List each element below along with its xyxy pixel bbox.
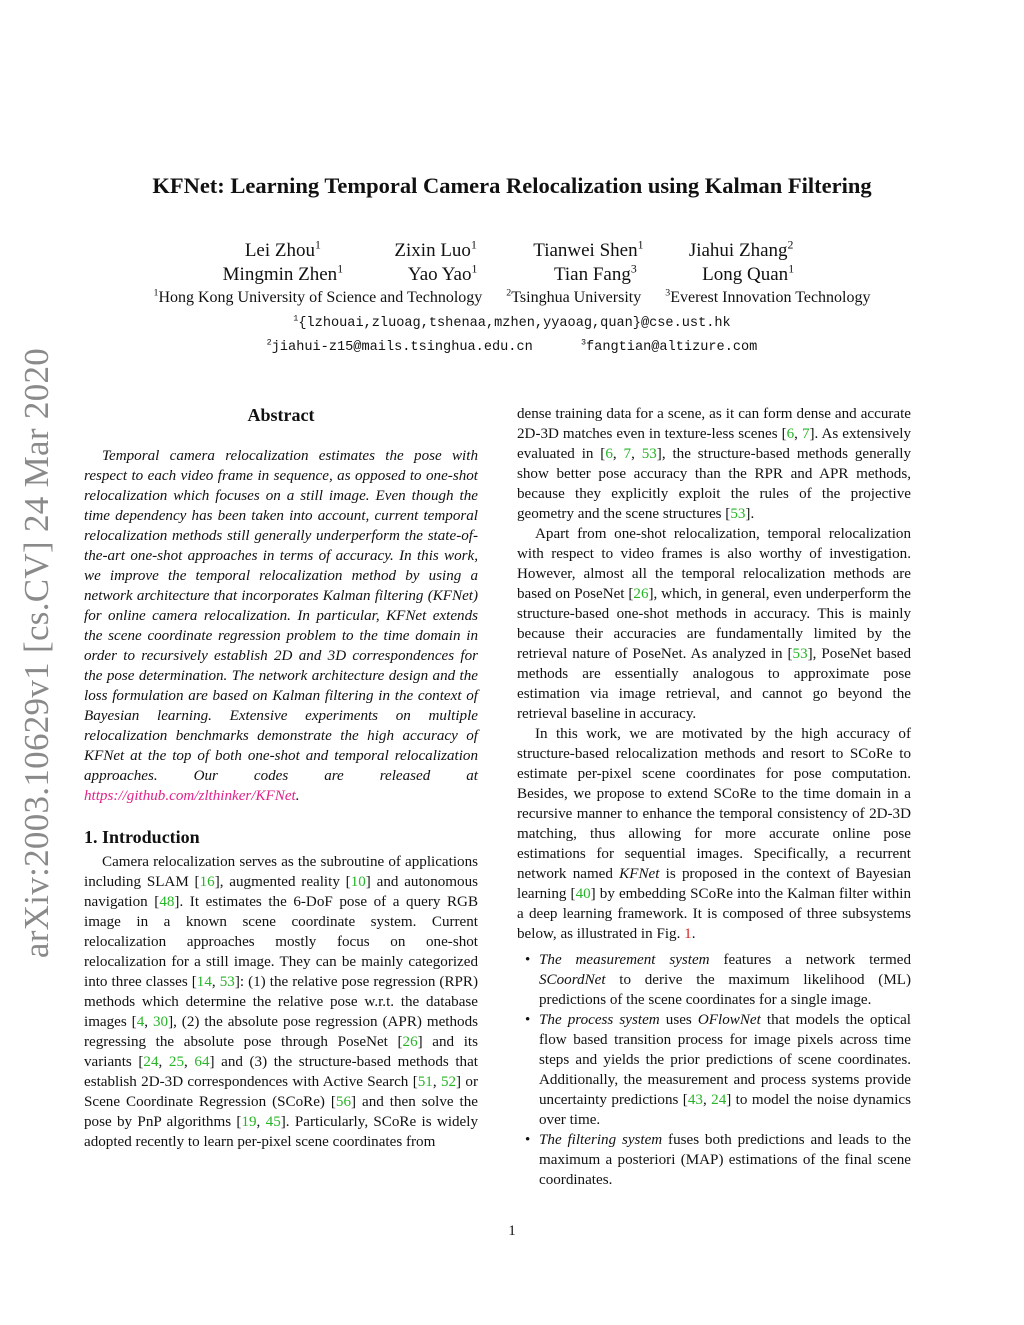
citation[interactable]: 52 — [440, 1074, 457, 1090]
citation[interactable]: 26 — [402, 1034, 418, 1050]
figure-reference[interactable]: 1 — [684, 926, 692, 942]
subsystem-list — [517, 950, 911, 1190]
citation[interactable]: 40 — [575, 886, 591, 902]
list-item: • The filtering system fuses both predictions and leads to the maximum a posteriori (MAP) estimations of the final scene coordinates. — [517, 1130, 911, 1190]
affiliation: $^2$Tsinghua University — [506, 287, 642, 306]
citation[interactable]: 14 — [196, 974, 212, 990]
author: Zixin Luo$^1$ — [394, 238, 477, 261]
authors-row-2 — [0, 264, 1024, 286]
authors-row-1 — [0, 240, 1024, 262]
citation[interactable]: 30 — [152, 1014, 169, 1030]
author: Long Quan$^1$ — [702, 262, 795, 285]
affiliation: $^1$Hong Kong University of Science and Technology — [153, 287, 483, 306]
right-column — [517, 404, 911, 1190]
author: Jiahui Zhang$^2$ — [688, 238, 794, 261]
citation[interactable]: 7 — [623, 446, 632, 462]
email: $^2$jiahui-z15@mails.tsinghua.edu.cn — [266, 337, 533, 355]
citation[interactable]: 6 — [605, 446, 613, 462]
email-line-1: $^1${lzhouai,zluoag,tshenaa,mzhen,yyaoag,quan}@cse.ust.hk — [293, 313, 731, 331]
email-line-2 — [0, 337, 1024, 355]
citation[interactable]: 24 — [711, 1092, 727, 1108]
paper-title: KFNet: Learning Temporal Camera Relocalization using Kalman Filtering — [152, 173, 872, 198]
citation[interactable]: 19 — [241, 1114, 257, 1130]
affiliations — [0, 289, 1024, 307]
code-link[interactable]: https://github.com/zlthinker/KFNet — [84, 788, 296, 804]
citation[interactable]: 16 — [199, 874, 215, 890]
citation[interactable]: 26 — [633, 586, 649, 602]
citation[interactable]: 24 — [143, 1054, 159, 1070]
intro-paragraph-4: In this work, we are motivated by the high accuracy of structure-based relocalization methods and resort to SCoRe to estimate per-pixel scene coordinates for pose computation. Besides, we propose to extend SCoRe to the time domain in a recursive manner to enhance the temporal consistency of 2D-3D matching, thus allowing for more accurate online pose estimations for sequential images. Specifically, a recurrent network named KFNet is proposed in the context of Bayesian learning [40] by embedding SCoRe into the Kalman filter within a deep learning framework. It is composed of three subsystems below, as illustrated in Fig. 1. — [517, 726, 911, 942]
list-item: • The process system uses OFlowNet that models the optical flow based transition process for image pixels across time steps and yields the prior predictions of scene coordinates. Additionally, the measurement and process systems provide uncertainty predictions [43, 24] to model the noise dynamics over time. — [517, 1010, 911, 1130]
intro-paragraph-2: dense training data for a scene, as it can form dense and accurate 2D-3D matches even in texture-less scenes [6, 7]. As extensively evaluated in [6, 7, 53], the structure-based methods generally show better pose accuracy than the RPR and APR methods, because they explicitly exploit the rules of the projective geometry and the scene structures [53]. — [517, 406, 911, 522]
author: Lei Zhou$^1$ — [244, 238, 321, 261]
citation[interactable]: 4 — [136, 1014, 145, 1030]
citation[interactable]: 51 — [417, 1074, 433, 1090]
intro-paragraph-1: Camera relocalization serves as the subroutine of applications including SLAM [16], augmented reality [10] and autonomous navigation [48]. It estimates the 6-DoF pose of a query RGB image in a known scene coordinate system. Current relocalization approaches mostly focus on one-shot relocalization for a still image. They can be mainly categorized into three classes [14, 53]: (1) the relative pose regression (RPR) methods which determine the relative pose w.r.t. the database images [4, 30], (2) the absolute pose regression (APR) methods regressing the absolute pose through PoseNet [26] and its variants [24, 25, 64] and (3) the structure-based methods that establish 2D-3D correspondences with Active Search [51, 52] or Scene Coordinate Regression (SCoRe) [56] and then solve the pose by PnP algorithms [19, 45]. Particularly, SCoRe is widely adopted recently to learn per-pixel scene coordinates from — [84, 854, 479, 1150]
citation[interactable]: 43 — [687, 1092, 703, 1108]
author: Tian Fang$^3$ — [553, 262, 637, 285]
list-item: • The measurement system features a network termed SCoordNet to derive the maximum likelihood (ML) predictions of the scene coordinates for a single image. — [517, 950, 911, 1010]
citation[interactable]: 53 — [792, 646, 808, 662]
email: $^3$fangtian@altizure.com — [580, 337, 758, 355]
intro-paragraph-3: Apart from one-shot relocalization, temporal relocalization with respect to video frames is also worthy of investigation. However, almost all the temporal relocalization methods are based on PoseNet [26], which, in general, even underperform the structure-based one-shot methods in accuracy. This is mainly because their accuracies are fundamentally limited by the retrieval nature of PoseNet. As analyzed in [53], PoseNet based methods are essentially analogous to approximate pose estimation via image retrieval, and cannot go beyond the retrieval baseline in accuracy. — [517, 526, 911, 722]
citation[interactable]: 53 — [730, 506, 746, 522]
author: Yao Yao$^1$ — [407, 262, 478, 285]
citation[interactable]: 7 — [801, 426, 810, 442]
arxiv-stamp-text: arXiv:2003.10629v1 [cs.CV] 24 Mar 2020 — [17, 347, 56, 959]
arxiv-stamp — [12, 342, 62, 964]
citation[interactable]: 56 — [335, 1094, 352, 1110]
citation[interactable]: 10 — [350, 874, 366, 890]
citation[interactable]: 53 — [219, 974, 235, 990]
citation[interactable]: 6 — [786, 426, 795, 442]
page-number: 1 — [508, 1223, 516, 1239]
citation[interactable]: 48 — [159, 894, 175, 910]
section-heading-introduction: 1. Introduction — [84, 827, 200, 847]
citation[interactable]: 25 — [168, 1054, 184, 1070]
author: Mingmin Zhen$^1$ — [222, 262, 344, 285]
abstract-body: Temporal camera relocalization estimates the pose with respect to each video frame in sequence, as opposed to one-shot relocalization which focuses on a still image. Even though the time dependency has been taken into account, current temporal relocalization methods still generally underperform the state-of-the-art one-shot approaches in terms of accuracy. In this work, we improve the temporal relocalization method by using a network architecture that incorporates Kalman filtering (KFNet) for online camera relocalization. In particular, KFNet extends the scene coordinate regression problem to the time domain in order to recursively establish 2D and 3D correspondences for the pose determination. The network architecture design and the loss formulation are based on Kalman filtering in the context of Bayesian learning. Extensive experiments on multiple relocalization benchmarks demonstrate the high accuracy of KFNet at the top of both one-shot and temporal relocalization approaches. Our codes are released at https://github.com/zlthinker/KFNet. — [84, 448, 478, 804]
affiliation: $^3$Everest Innovation Technology — [665, 287, 871, 306]
citation[interactable]: 64 — [194, 1054, 210, 1070]
left-column — [84, 404, 478, 1152]
citation[interactable]: 45 — [265, 1114, 281, 1130]
author: Tianwei Shen$^1$ — [533, 238, 644, 261]
citation[interactable]: 53 — [641, 446, 657, 462]
abstract-heading: Abstract — [247, 405, 315, 425]
